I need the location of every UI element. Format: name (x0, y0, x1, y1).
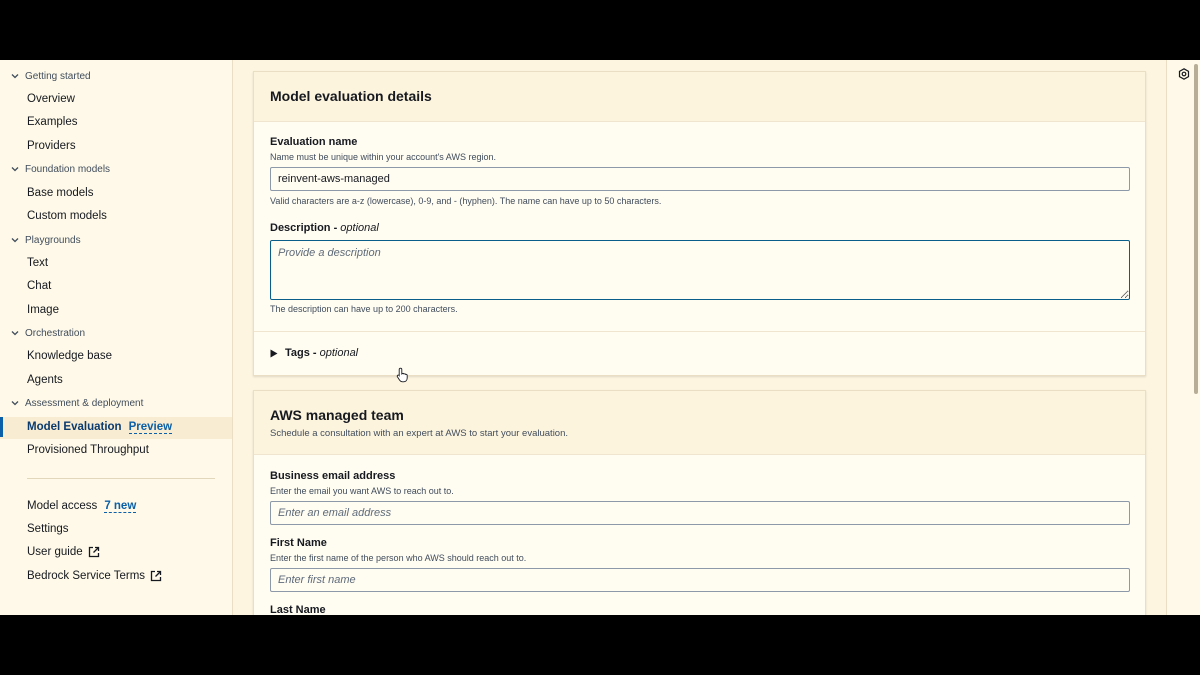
preview-badge[interactable]: Preview (128, 420, 173, 433)
sidebar-section-playgrounds[interactable] (10, 232, 81, 248)
sidebar-item-settings[interactable] (27, 520, 69, 538)
sidebar-item-label: Providers (27, 140, 76, 152)
optional-text: optional (319, 347, 359, 359)
first-name-label: First Name (270, 537, 327, 549)
sidebar-section-orchestration[interactable] (10, 325, 85, 341)
sidebar-item-image[interactable] (27, 301, 59, 319)
sidebar-item-examples[interactable] (27, 113, 78, 131)
sidebar-item-label: Text (27, 257, 49, 269)
sidebar-item-label: Knowledge base (27, 350, 113, 362)
description-hint: The description can have up to 200 characters. (270, 304, 458, 314)
sidebar-item-user-guide[interactable] (27, 543, 100, 561)
panel-header (254, 391, 1145, 455)
sidebar-section-assessment-deployment[interactable] (10, 395, 143, 411)
sidebar-item-label: Custom models (27, 210, 107, 222)
sidebar-item-label: Chat (27, 280, 52, 292)
sidebar-item-knowledge-base[interactable] (27, 347, 112, 365)
evaluation-name-hint: Valid characters are a-z (lowercase), 0-9, and - (hyphen). The name can have up to 50 characters. (270, 196, 662, 206)
evaluation-name-input[interactable] (270, 167, 1130, 191)
panel-title: Model evaluation details (270, 88, 432, 104)
evaluation-name-description: Name must be unique within your account's AWS region. (270, 152, 496, 162)
new-count-badge[interactable]: 7 new (104, 499, 137, 512)
right-rail (1166, 60, 1200, 615)
hand-cursor-icon (396, 367, 410, 383)
description-textarea[interactable] (270, 240, 1130, 300)
external-link-icon (88, 546, 100, 558)
sidebar-section-title: Foundation models (25, 163, 111, 175)
sidebar-item-label: Agents (27, 374, 63, 386)
sidebar-divider (27, 478, 215, 479)
caret-right-icon (270, 349, 278, 358)
last-name-label: Last Name (270, 604, 326, 615)
tags-expander[interactable]: Tags - optional (270, 347, 358, 359)
active-item-indicator (0, 417, 3, 437)
panel-divider (254, 331, 1145, 332)
sidebar-item-label: Provisioned Throughput (27, 444, 149, 456)
business-email-label: Business email address (270, 470, 396, 482)
aws-managed-team-panel (253, 390, 1146, 615)
model-evaluation-details-panel (253, 71, 1146, 376)
chevron-down-icon (10, 235, 20, 245)
tags-label: Tags (285, 347, 310, 359)
sidebar-item-overview[interactable] (27, 90, 75, 108)
sidebar-item-label: Settings (27, 523, 69, 535)
sidebar-item-label: Bedrock Service Terms (27, 570, 146, 582)
sidebar-item-label: Model Evaluation (27, 421, 122, 433)
chevron-down-icon (10, 328, 20, 338)
sidebar-item-model-evaluation[interactable] (27, 418, 172, 436)
sidebar-section-title: Getting started (25, 70, 91, 82)
description-label-text: Description (270, 222, 331, 234)
sidebar-item-label: Base models (27, 187, 94, 199)
panel-subtitle: Schedule a consultation with an expert at AWS to start your evaluation. (270, 428, 569, 439)
sidebar (0, 60, 233, 615)
sidebar-item-provisioned-throughput[interactable] (27, 441, 149, 459)
sidebar-item-label: Examples (27, 116, 78, 128)
sidebar-item-bedrock-service-terms[interactable] (27, 567, 162, 585)
settings-hexagon-icon[interactable] (1178, 68, 1190, 80)
evaluation-name-label: Evaluation name (270, 136, 358, 148)
sidebar-item-label: Model access (27, 500, 98, 512)
chevron-down-icon (10, 398, 20, 408)
sidebar-item-text[interactable] (27, 254, 48, 272)
sidebar-section-title: Playgrounds (25, 234, 81, 246)
sidebar-item-agents[interactable] (27, 371, 63, 389)
chevron-down-icon (10, 71, 20, 81)
sidebar-item-label: Overview (27, 93, 75, 105)
optional-text: optional (340, 222, 379, 234)
business-email-input[interactable] (270, 501, 1130, 525)
panel-header (254, 72, 1145, 122)
sidebar-section-getting-started[interactable] (10, 68, 91, 84)
sidebar-item-chat[interactable] (27, 277, 51, 295)
description-label: Description - optional (270, 222, 379, 234)
sidebar-item-model-access[interactable] (27, 497, 136, 515)
app-screen (0, 60, 1200, 615)
business-email-description: Enter the email you want AWS to reach out to. (270, 486, 454, 496)
sidebar-item-label: User guide (27, 546, 83, 558)
external-link-icon (150, 570, 162, 582)
sidebar-section-foundation-models[interactable] (10, 161, 110, 177)
sidebar-item-providers[interactable] (27, 137, 76, 155)
sidebar-item-base-models[interactable] (27, 184, 93, 202)
first-name-description: Enter the first name of the person who AWS should reach out to. (270, 553, 527, 563)
scrollbar-thumb[interactable] (1194, 64, 1198, 394)
sidebar-section-title: Assessment & deployment (25, 397, 144, 409)
sidebar-item-custom-models[interactable] (27, 207, 107, 225)
panel-title: AWS managed team (270, 407, 404, 423)
sidebar-item-label: Image (27, 304, 59, 316)
chevron-down-icon (10, 164, 20, 174)
first-name-input[interactable] (270, 568, 1130, 592)
sidebar-section-title: Orchestration (25, 327, 86, 339)
